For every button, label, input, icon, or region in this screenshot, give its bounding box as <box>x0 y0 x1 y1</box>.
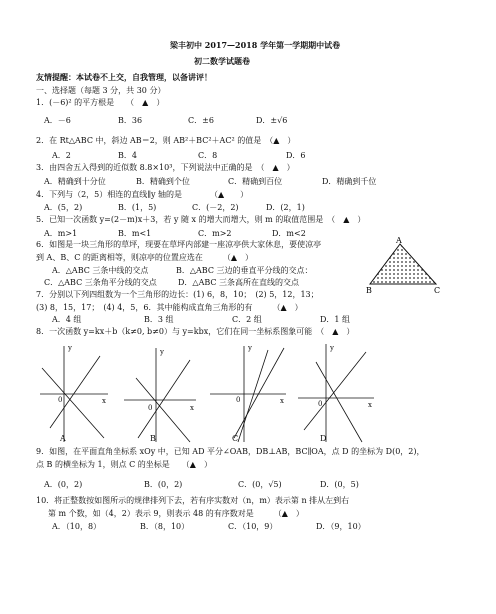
q6-option-d: D．△ABC 三条高所在直线的交点 <box>178 278 300 287</box>
lawn-triangle <box>370 244 436 284</box>
graph-d-line-1 <box>304 352 366 430</box>
vertex-label-c: C <box>434 286 441 295</box>
graph-label-a: A <box>60 434 66 443</box>
question-9-line2: 点 B 的横坐标为 1，则点 C 的坐标是 （▲ ） <box>36 460 212 469</box>
q5-option-a: A．m>1 <box>44 229 78 238</box>
q4-option-c: C．(－2，2) <box>192 203 239 212</box>
graph-d <box>298 344 374 442</box>
graph-c <box>210 346 286 442</box>
question-8-stem: 8．一次函数 y=kx＋b（k≠0, b≠0）与 y=kbx，它们在同一坐标系图象可能 （ ▲ ） <box>36 327 355 336</box>
exam-title: 梁丰初中 2017—2018 学年第一学期期中试卷 <box>170 40 341 50</box>
q8-graphs <box>40 338 380 448</box>
q2-option-a: A．2 <box>52 151 71 160</box>
q7-option-b: B．3 组 <box>144 315 174 324</box>
graph-c-y-label: y <box>248 344 252 352</box>
question-6-line2: 到 A、B、C 的距离相等，则凉亭的位置应选在 （▲ ） <box>36 253 254 262</box>
graph-d-x-label: x <box>368 401 372 409</box>
q9-option-b: B．(0，2) <box>144 480 183 489</box>
vertex-label-a: A <box>396 236 402 245</box>
notice: 友情提醒：本试卷不上交，自我管理，以备讲评！ <box>36 72 212 82</box>
q1-option-d: D．±√6 <box>256 116 288 125</box>
graph-b-y-label: y <box>160 348 164 356</box>
q1-option-a: A．－6 <box>44 116 71 125</box>
graph-a <box>40 346 108 442</box>
exam-subtitle: 初二数学试题卷 <box>194 56 250 66</box>
question-7-line2: (3) 8，15，17； (4) 4，5，6．其中能构成直角三角形的有 （▲ ） <box>36 303 303 312</box>
graph-a-line-2 <box>50 356 100 428</box>
q9-option-c: C．(0，√5) <box>238 480 282 489</box>
question-5-stem: 5．已知一次函数 y=(2－m)x＋3，若 y 随 x 的增大而增大，则 m 的取值范围是 （ ▲ ） <box>36 215 366 224</box>
q10-option-c: C．（10，9） <box>228 522 278 531</box>
q3-option-a: A．精确到十分位 <box>44 177 106 186</box>
graph-c-origin: 0 <box>236 396 241 404</box>
question-6-line1: 6．如图是一块三角形的草坪，现要在草坪内部建一座凉亭供大家休息，要使凉亭 <box>36 240 322 249</box>
q4-option-d: D．(2，1) <box>266 203 305 212</box>
graph-a-origin: 0 <box>58 396 63 404</box>
q10-option-b: B．（8，10） <box>140 522 190 531</box>
lawn-triangle-figure <box>364 236 444 296</box>
question-1-stem: 1．(－6)² 的平方根是 （ ▲ ） <box>36 98 165 107</box>
q6-option-b: B．△ABC 三边的垂直平分线的交点： <box>176 266 313 275</box>
question-2-stem: 2．在 Rt△ABC 中，斜边 AB＝2，则 AB²＋BC²＋AC² 的值是 （▲ ） <box>36 136 296 145</box>
q10-option-a: A．（10，8） <box>52 522 102 531</box>
graph-b-origin: 0 <box>148 404 153 412</box>
q6-option-c: C．△ABC 三条角平分线的交点 <box>44 278 157 287</box>
q10-option-d: D．（9，10） <box>316 522 366 531</box>
q7-option-a: A．4 组 <box>52 315 82 324</box>
q1-option-c: C．±6 <box>188 116 214 125</box>
question-10-line2: 第 m 个数，如（4，2）表示 9，则表示 48 的有序数对是 （▲ ） <box>48 509 304 518</box>
q5-option-b: B．m<1 <box>118 229 152 238</box>
graph-b-line-2 <box>138 360 190 438</box>
q5-option-d: D．m<2 <box>272 229 306 238</box>
graph-a-x-label: x <box>102 397 106 405</box>
graph-b-line-1 <box>136 378 190 442</box>
graph-a-line-1 <box>42 368 104 438</box>
graph-label-b: B <box>150 434 156 443</box>
q9-option-a: A．(0，2) <box>44 480 83 489</box>
q6-option-a: A．△ABC 三条中线的交点 <box>52 266 149 275</box>
graph-label-c: C <box>232 434 239 443</box>
q1-option-b: B．36 <box>118 116 143 125</box>
q7-option-c: C．2 组 <box>232 315 262 324</box>
graph-a-y-label: y <box>68 344 72 352</box>
graph-d-line-2 <box>316 362 362 442</box>
q2-option-d: D．6 <box>286 151 306 160</box>
graph-c-x-label: x <box>280 397 284 405</box>
q5-option-c: C．m>2 <box>198 229 232 238</box>
question-9-line1: 9．如图，在平面直角坐标系 xOy 中，已知 AD 平分∠OAB，DB⊥AB，BC∥OA，点 D 的坐标为 D(0，2)， <box>36 447 425 456</box>
q2-option-c: C．8 <box>198 151 218 160</box>
graph-label-d: D <box>320 434 327 443</box>
graph-b-x-label: x <box>190 404 194 412</box>
q2-option-b: B．4 <box>118 151 137 160</box>
question-3-stem: 3．由四舍五入得到的近似数 8.8×10³，下列说法中正确的是 （ ▲ ） <box>36 163 295 172</box>
graph-d-origin: 0 <box>318 400 323 408</box>
q4-option-a: A．(5，2) <box>44 203 83 212</box>
graph-d-y-label: y <box>330 344 334 352</box>
graph-b <box>124 348 196 442</box>
question-7-line1: 7．分别以下列四组数为一个三角形的边长：(1) 6，8，10； (2) 5，12，13； <box>36 290 319 299</box>
q7-option-d: D．1 组 <box>320 315 351 324</box>
q4-option-b: B．(1，5) <box>118 203 157 212</box>
q9-option-d: D．(0，5) <box>320 480 359 489</box>
question-4-stem: 4．下列与（2，5）相连的直线∥y 轴的是 （▲ ） <box>36 190 249 199</box>
section-heading: 一、选择题（每题 3 分，共 30 分） <box>36 86 166 95</box>
graph-c-line-1 <box>234 348 284 438</box>
q3-option-b: B．精确到个位 <box>136 177 190 186</box>
vertex-label-b: B <box>366 286 372 295</box>
graph-c-line-2 <box>238 350 268 442</box>
question-10-line1: 10．将正整数按如图所示的规律排列下去，若有序实数对（n，m）表示第 n 排从左到右 <box>36 496 350 505</box>
q3-option-c: C．精确到百位 <box>228 177 283 186</box>
q3-option-d: D．精确到千位 <box>322 177 377 186</box>
